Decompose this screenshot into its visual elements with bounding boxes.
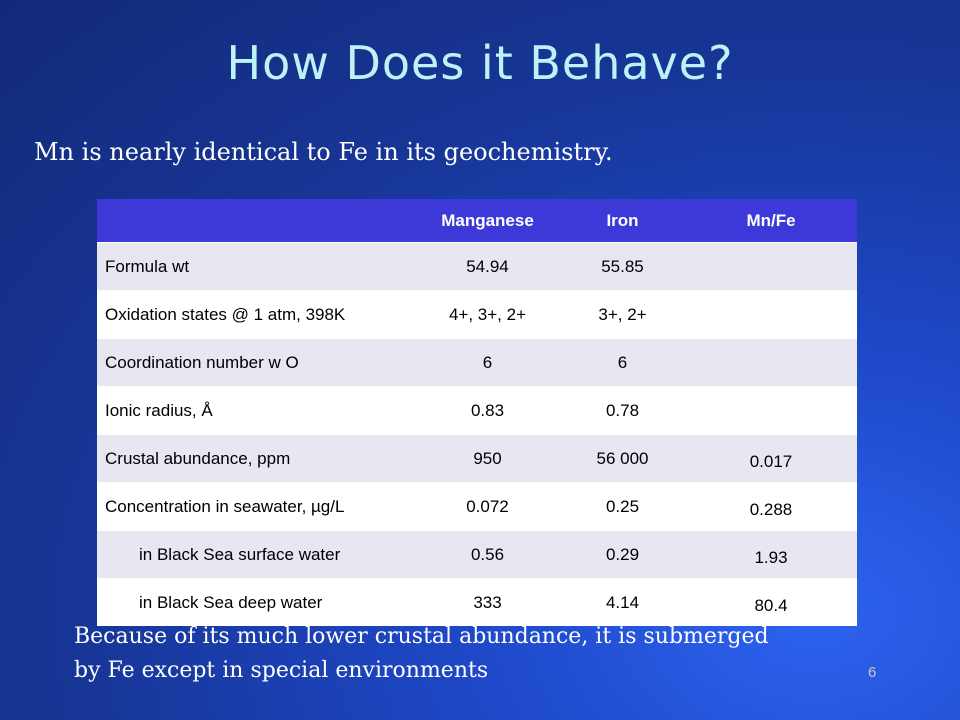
table-row (97, 579, 857, 627)
manganese-value: 333 (415, 579, 560, 627)
ratio-value: 1.93 (685, 531, 857, 579)
slide-subtitle: Mn is nearly identical to Fe in its geochemistry. (34, 138, 613, 166)
data-table (97, 199, 857, 626)
row-label: Coordination number w O (97, 339, 415, 387)
row-label: Crustal abundance, ppm (97, 435, 415, 483)
ratio-value (685, 291, 857, 339)
header-ratio: Mn/Fe (685, 199, 857, 243)
header-iron: Iron (560, 199, 685, 243)
row-label: Oxidation states @ 1 atm, 398K (97, 291, 415, 339)
table-row (97, 339, 857, 387)
ratio-value: 0.017 (685, 435, 857, 483)
manganese-value: 4+, 3+, 2+ (415, 291, 560, 339)
header-blank (97, 199, 415, 243)
manganese-value: 0.56 (415, 531, 560, 579)
row-label: Ionic radius, Å (97, 387, 415, 435)
table-row (97, 291, 857, 339)
table-row (97, 387, 857, 435)
table-row (97, 243, 857, 291)
ratio-value (685, 243, 857, 291)
iron-value: 0.25 (560, 483, 685, 531)
iron-value: 0.29 (560, 531, 685, 579)
table-row (97, 531, 857, 579)
row-label: Formula wt (97, 243, 415, 291)
row-label: in Black Sea deep water (97, 579, 415, 627)
manganese-value: 0.072 (415, 483, 560, 531)
ratio-value (685, 339, 857, 387)
ratio-value: 0.288 (685, 483, 857, 531)
ratio-value (685, 387, 857, 435)
row-label: in Black Sea surface water (97, 531, 415, 579)
manganese-value: 950 (415, 435, 560, 483)
iron-value: 4.14 (560, 579, 685, 627)
row-label: Concentration in seawater, µg/L (97, 483, 415, 531)
ratio-value: 80.4 (685, 579, 857, 627)
manganese-value: 54.94 (415, 243, 560, 291)
slide-footer-text: Because of its much lower crustal abundance, it is submerged by Fe except in special environments (74, 624, 769, 683)
table-header-row (97, 199, 857, 243)
iron-value: 56 000 (560, 435, 685, 483)
table-row (97, 483, 857, 531)
iron-value: 6 (560, 339, 685, 387)
header-manganese: Manganese (415, 199, 560, 243)
iron-value: 0.78 (560, 387, 685, 435)
manganese-value: 0.83 (415, 387, 560, 435)
page-number: 6 (868, 664, 877, 681)
iron-value: 3+, 2+ (560, 291, 685, 339)
slide-title: How Does it Behave? (226, 36, 734, 90)
iron-value: 55.85 (560, 243, 685, 291)
manganese-value: 6 (415, 339, 560, 387)
table-row (97, 435, 857, 483)
